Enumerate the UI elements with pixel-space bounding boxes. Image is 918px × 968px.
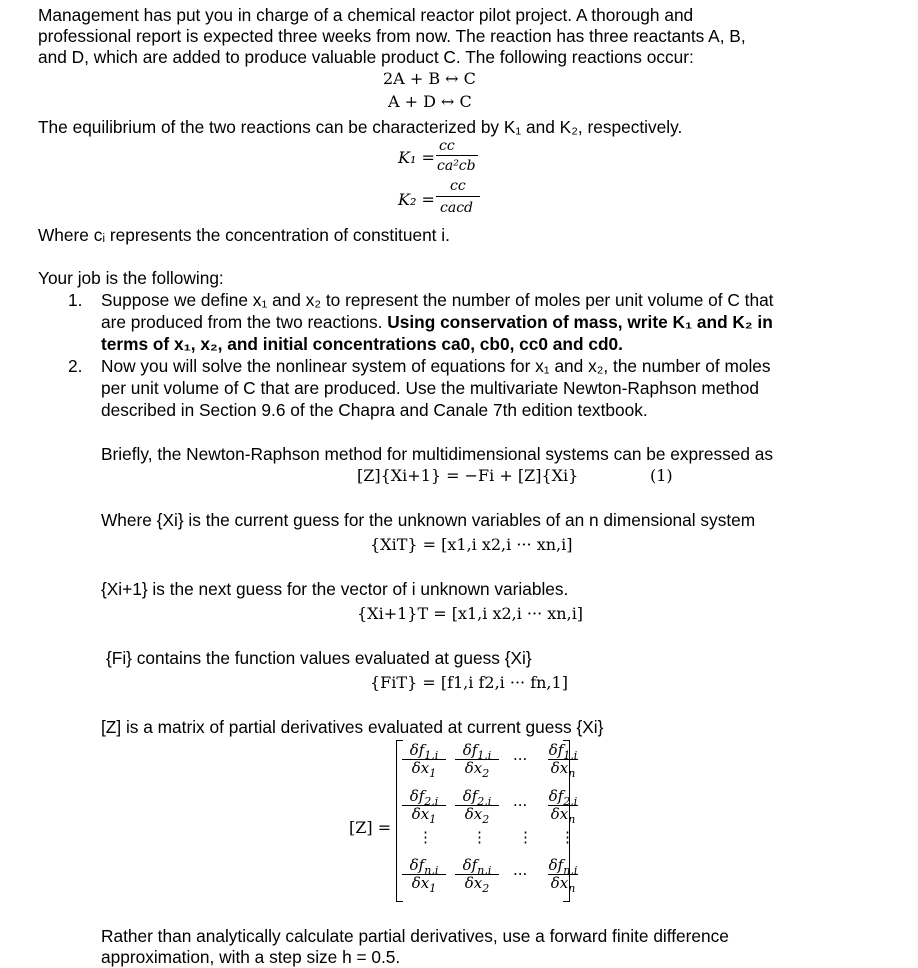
matrix-cell-r1cn: $\delta f_{1,i}$ $\delta x_n$ [548,741,578,780]
matrix-hdots-rn: ··· [513,865,528,883]
where-xi-text: Where {Xi} is the current guess for the unknown variables of an n dimensional system [101,510,756,530]
item-1-line-2-plain: are produced from the two reactions. [101,312,383,332]
item-1-line-3: terms of x₁, x₂, and initial concentrations ca0, cb0, cc0 and cd0. [101,334,623,354]
item-2-number: 2. [68,356,83,376]
z-matrix-lhs: [Z] = [349,818,392,837]
matrix-cell-r2cn: $\delta f_{2,i}$ $\delta x_n$ [548,787,578,826]
item-2-line-1: Now you will solve the nonlinear system of equations for x₁ and x₂, the number of moles [101,356,771,376]
equilibrium-text: The equilibrium of the two reactions can be characterized by K₁ and K₂, respectively. [38,117,683,137]
xi-transpose-vector: {XiT} = [x1,i x2,i ··· xn,i] [370,535,573,554]
item-1-line-1: Suppose we define x₁ and x₂ to represent the number of moles per unit volume of C that [101,290,774,310]
intro-line-3: and D, which are added to produce valuable product C. The following reactions occur: [38,47,694,67]
k1-numerator: cc [439,138,455,154]
job-heading: Your job is the following: [38,268,224,288]
k1-fraction-bar [436,155,478,156]
closing-line-2: approximation, with a step size h = 0.5. [101,947,401,967]
k2-lhs: K₂ = [398,190,435,209]
newton-equation-number: (1) [650,466,673,485]
reaction-1: 2A + B ↔ C [383,69,476,88]
matrix-vdots-cn: ⋮ [560,828,575,846]
matrix-vdots-c3: ⋮ [518,828,533,846]
matrix-vdots-c1: ⋮ [418,828,433,846]
matrix-cell-r1c1: $\frac{\delta f_{1,i}}{\delta x_1}$ [402,742,446,777]
item-1-line-2-bold: Using conservation of mass, write K₁ and K₂ in [387,312,773,332]
next-guess-text: {Xi+1} is the next guess for the vector of i unknown variables. [101,579,569,599]
matrix-cell-rnc2: $\delta f_{n,i}$ $\delta x_2$ [455,857,499,892]
matrix-cell-rnc1: $\delta f_{n,i}$ $\delta x_1$ [402,857,446,892]
f-contains-text: {Fi} contains the function values evaluated at guess {Xi} [106,648,532,668]
k1-denominator: ca²cb [437,158,476,174]
item-2-line-2: per unit volume of C that are produced. Use the multivariate Newton-Raphson method [101,378,759,398]
matrix-cell-rncn: $\delta f_{n,i}$ $\delta x_n$ [548,856,578,895]
k2-fraction-bar [436,196,480,197]
matrix-cell-r2c1: $\frac{\delta f_{2,i}}{\delta x_1}$ [402,788,446,823]
item-1-line-2 [101,312,773,332]
k2-denominator: cacd [440,200,473,216]
k2-numerator: cc [450,178,466,194]
matrix-vdots-c2: ⋮ [472,828,487,846]
matrix-hdots-r2: ··· [513,796,528,814]
matrix-cell-r2c2: $\frac{\delta f_{2,i}}{\delta x_2}$ [455,788,499,823]
item-2-line-3: described in Section 9.6 of the Chapra and Canale 7th edition textbook. [101,400,648,420]
item-1-number: 1. [68,290,83,310]
intro-line-2: professional report is expected three weeks from now. The reaction has three reactants A, B, [38,26,746,46]
matrix-hdots-r1: ··· [513,750,528,768]
z-matrix-text: [Z] is a matrix of partial derivatives evaluated at current guess {Xi} [101,717,604,737]
newton-equation: [Z]{Xi+1} = −Fi + [Z]{Xi} [357,466,579,485]
closing-line-1: Rather than analytically calculate partial derivatives, use a forward finite difference [101,926,729,946]
fi-transpose-vector: {FiT} = [f1,i f2,i ··· fn,1] [370,673,568,692]
matrix-cell-r1c2: $\frac{\delta f_{1,i}}{\delta x_2}$ [455,742,499,777]
k1-lhs: K₁ = [398,148,435,167]
intro-line-1: Management has put you in charge of a chemical reactor pilot project. A thorough and [38,5,694,25]
where-concentration: Where cᵢ represents the concentration of constituent i. [38,225,450,245]
newton-intro: Briefly, the Newton-Raphson method for multidimensional systems can be expressed as [101,444,774,464]
reaction-2: A + D ↔ C [388,92,472,111]
xi1-transpose-vector: {Xi+1}T = [x1,i x2,i ··· xn,i] [357,604,584,623]
